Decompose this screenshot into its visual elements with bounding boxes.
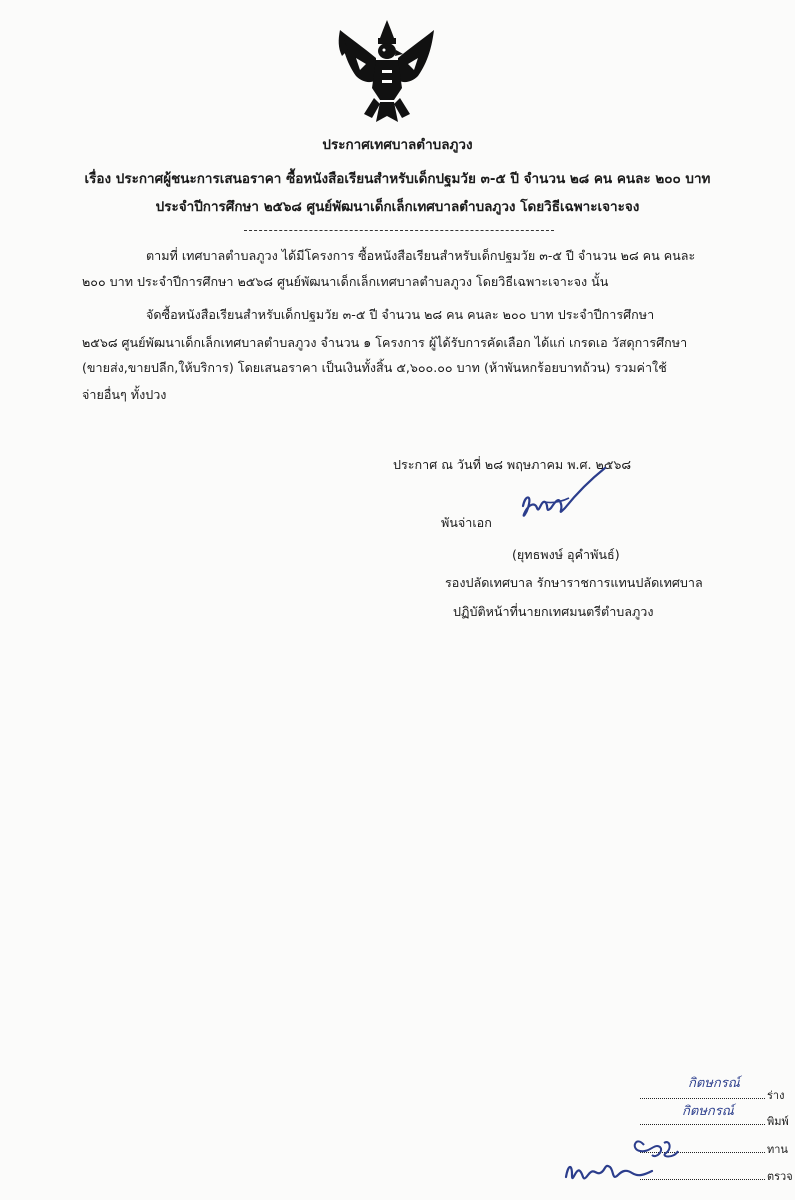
review-label: ทาน <box>767 1143 788 1156</box>
handwritten-signatures <box>560 1115 680 1197</box>
paragraph-2-line-3: (ขายส่ง,ขายปลีก,ให้บริการ) โดยเสนอราคา เป็นเงินทั้งสิ้น ๕,๖๐๐.๐๐ บาท (ห้าพันหกร้อยบาทถ้วน) รวมค่าใช้ <box>82 360 667 375</box>
signatory-position-1: รองปลัดเทศบาล รักษาราชการแทนปลัดเทศบาล <box>445 575 703 590</box>
check-label: ตรวจ <box>767 1170 793 1183</box>
signature-image <box>515 462 635 532</box>
signatory-rank: พันจ่าเอก <box>441 515 492 530</box>
subject-line-2: ประจำปีการศึกษา ๒๕๖๘ ศูนย์พัฒนาเด็กเล็กเทศบาลตำบลภูวง โดยวิธีเฉพาะเจาะจง <box>155 199 640 215</box>
announcement-title: ประกาศเทศบาลตำบลภูวง <box>322 137 473 153</box>
paragraph-2-line-1: จัดซื้อหนังสือเรียนสำหรับเด็กปฐมวัย ๓-๕ ปี จำนวน ๒๘ คน คนละ ๒๐๐ บาท ประจำปีการศึกษา <box>146 307 655 322</box>
signatory-name: (ยุทธพงษ์ อุคำพันธ์) <box>512 547 620 562</box>
paragraph-1-line-2: ๒๐๐ บาท ประจำปีการศึกษา ๒๕๖๘ ศูนย์พัฒนาเด็กเล็กเทศบาลตำบลภูวง โดยวิธีเฉพาะเจาะจง นั้น <box>82 274 609 289</box>
paragraph-2-line-2: ๒๕๖๘ ศูนย์พัฒนาเด็กเล็กเทศบาลตำบลภูวง จำนวน ๑ โครงการ ผู้ได้รับการคัดเลือก ได้แก่ เกรดเอ วัสดุการศึกษา <box>82 335 688 350</box>
handwritten-initials-2: กิตษกรณ์ <box>682 1104 734 1119</box>
signatory-position-2: ปฏิบัติหน้าที่นายกเทศมนตรีตำบลภูวง <box>453 604 654 619</box>
paragraph-1-line-1: ตามที่ เทศบาลตำบลภูวง ได้มีโครงการ ซื้อหนังสือเรียนสำหรับเด็กปฐมวัย ๓-๕ ปี จำนวน ๒๘ คน คนละ <box>146 248 696 263</box>
draft-label: ร่าง <box>767 1089 785 1102</box>
divider <box>244 230 554 231</box>
paragraph-2-line-4: จ่ายอื่นๆ ทั้งปวง <box>82 387 167 402</box>
announce-date: ประกาศ ณ วันที่ ๒๘ พฤษภาคม พ.ศ. ๒๕๖๘ <box>393 457 632 472</box>
garuda-emblem <box>336 18 438 126</box>
print-label: พิมพ์ <box>767 1115 789 1128</box>
subject-line-1: เรื่อง ประกาศผู้ชนะการเสนอราคา ซื้อหนังสือเรียนสำหรับเด็กปฐมวัย ๓-๕ ปี จำนวน ๒๘ คน คนละ ๒๐๐ บาท <box>84 171 711 187</box>
handwritten-initials-1: กิตษกรณ์ <box>688 1076 740 1091</box>
draft-dotline <box>640 1098 765 1099</box>
